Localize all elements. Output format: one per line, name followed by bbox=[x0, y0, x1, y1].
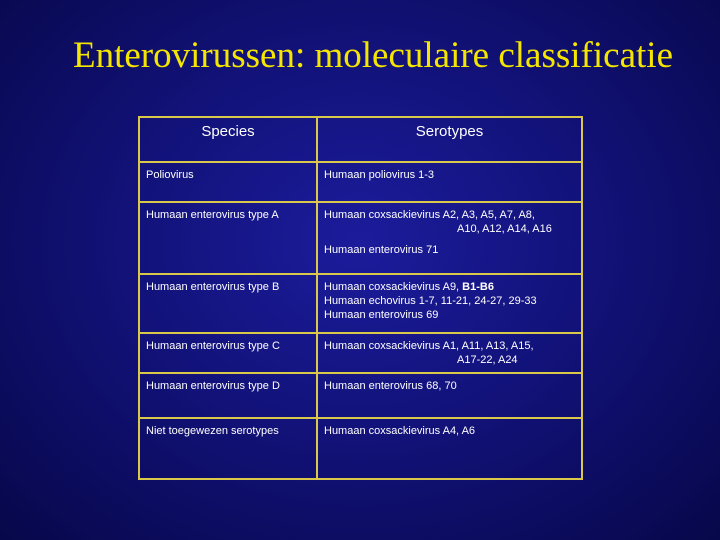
serotype-line-continued: A17-22, A24 bbox=[457, 354, 518, 367]
serotype-line: Humaan coxsackievirus A2, A3, A5, A7, A8, bbox=[324, 208, 535, 221]
serotype-line: Humaan coxsackievirus A4, A6 bbox=[324, 424, 476, 437]
serotype-line: Humaan echovirus 1-7, 11-21, 24-27, 29-33 bbox=[324, 295, 537, 308]
table-row bbox=[139, 373, 582, 418]
table-row bbox=[139, 162, 582, 202]
serotypes-cell bbox=[317, 202, 582, 275]
species-cell: Poliovirus bbox=[139, 162, 317, 202]
serotype-line: Humaan coxsackievirus A1, A11, A13, A15, bbox=[324, 340, 534, 353]
slide-title: Enterovirussen: moleculaire classificatie bbox=[73, 35, 673, 76]
table-row bbox=[139, 333, 582, 373]
serotypes-cell bbox=[317, 333, 582, 373]
serotype-bold-range: B1-B6 bbox=[462, 281, 494, 294]
species-cell: Humaan enterovirus type C bbox=[139, 333, 317, 373]
table-row bbox=[139, 202, 582, 275]
species-cell: Humaan enterovirus type D bbox=[139, 373, 317, 418]
classification-table bbox=[138, 116, 583, 480]
serotype-line-continued: A10, A12, A14, A16 bbox=[457, 222, 552, 235]
species-cell: Humaan enterovirus type A bbox=[139, 202, 317, 275]
serotype-line: Humaan enterovirus 69 bbox=[324, 309, 439, 322]
header-serotypes: Serotypes bbox=[317, 117, 582, 162]
header-row bbox=[139, 117, 582, 162]
species-cell: Niet toegewezen serotypes bbox=[139, 418, 317, 479]
serotype-line: Humaan enterovirus 71 bbox=[324, 243, 439, 256]
serotype-line: Humaan enterovirus 68, 70 bbox=[324, 379, 457, 392]
classification-table-wrapper bbox=[138, 116, 581, 480]
table-row bbox=[139, 418, 582, 479]
serotypes-cell bbox=[317, 162, 582, 202]
serotypes-cell bbox=[317, 373, 582, 418]
serotypes-cell bbox=[317, 418, 582, 479]
header-species: Species bbox=[139, 117, 317, 162]
serotypes-cell bbox=[317, 274, 582, 333]
serotype-prefix: Humaan coxsackievirus A9, bbox=[324, 281, 463, 294]
species-cell: Humaan enterovirus type B bbox=[139, 274, 317, 333]
serotype-line: Humaan poliovirus 1-3 bbox=[324, 169, 435, 181]
serotype-line bbox=[324, 280, 575, 294]
table-row bbox=[139, 274, 582, 333]
